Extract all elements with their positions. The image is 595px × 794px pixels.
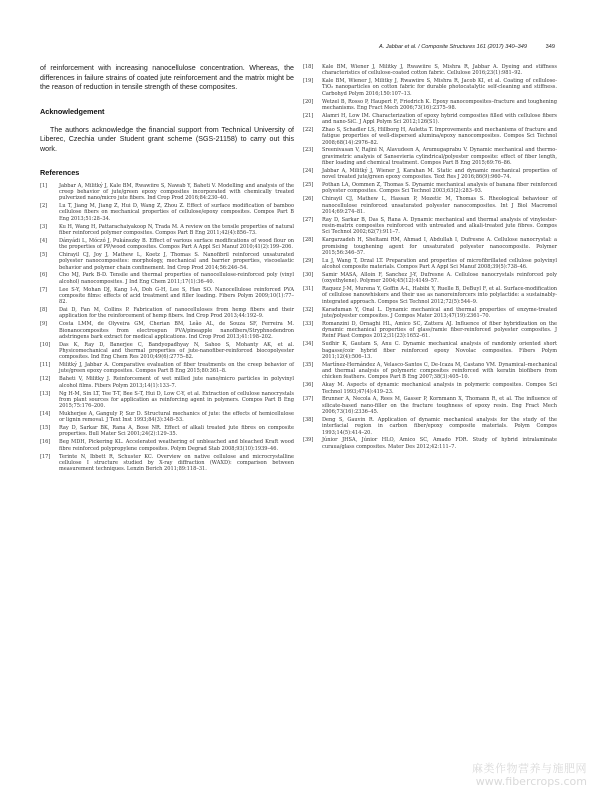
reference-item [303, 147, 557, 166]
reference-number: [6] [40, 272, 48, 279]
reference-number: [11] [40, 362, 51, 369]
reference-item [303, 362, 557, 381]
reference-item [40, 321, 294, 340]
reference-number: [30] [303, 271, 314, 278]
reference-number: [28] [303, 237, 314, 244]
reference-item [303, 78, 557, 97]
reference-item [303, 237, 557, 256]
reference-number: [7] [40, 286, 48, 293]
reference-text: Kale BM, Wiener J, Militky J, Rwawiire S, Mishra R, Jabbar A. Dyeing and stiffness characteristics of cellulose-coated cotton fabric. Cellulose 2016;23(1):981–92. [322, 64, 557, 77]
reference-text: Dai D, Fan M, Collins P. Fabrication of nanocelluloses from hemp fibers and their application for the reinforcement of hemp fibers. Ind Crop Prod 2013;44:192–9. [59, 307, 294, 320]
reference-text: Akay M. Aspects of dynamic mechanical analysis in polymeric composites. Compos Sci Technol 1993;47(4):419–23. [322, 382, 557, 395]
reference-text: Terinte N, Ibbett R, Schuster KC. Overview on native cellulose and microcrystalline cellulose I structure studied by X-ray diffraction (WAXD): comparison between measurement techniques. Lenzin Berich 2011;89:118–31. [59, 453, 294, 473]
reference-item [40, 425, 294, 438]
reference-item [303, 64, 557, 77]
reference-text: Baheti V, Militky J. Reinforcement of wet milled jute nano/micro particles in polyvinyl alcohol films. Fibers Polym 2013;14(1):133–7. [59, 376, 294, 389]
reference-item [40, 342, 294, 361]
reference-text: Lee S-Y, Mohan DJ, Kang I-A, Doh G-H, Lee S, Han SO. Nanocellulose reinforced PVA composite films: effects of acid treatment and filler loading. Fibers Polym 2009;10(1):77–82. [59, 286, 294, 306]
reference-item [303, 307, 557, 320]
reference-text: Raquez J-M, Murena Y, Goffin A-L, Habibi Y, Ruelle B, DeBuyl F, et al. Surface-modification of cellulose nanowhiskers and their use as nanoreinforcers into polylactide: a sustainably-integrated approach. Compos Sci Technol 2012;72(5):544–9. [322, 286, 557, 305]
running-header [40, 44, 555, 56]
reference-item [303, 182, 557, 195]
reference-number: [9] [40, 321, 48, 328]
reference-text: Ray D, Sarkar B, Das S, Rana A. Dynamic mechanical and thermal analysis of vinylester-resin-matrix composites reinforced with untreated and alkali-treated jute fibres. Compos Sci Technol 2002;62(7):911–7. [322, 216, 557, 236]
reference-text: Chirayil CJ, Mathew L, Hassan P, Mozetic M, Thomas S. Rheological behaviour of nanocellulose reinforced unsaturated polyester nanocomposites. Int J Biol Macromol 2014;69:274–81. [322, 196, 557, 215]
reference-item [40, 376, 294, 389]
page-number: 349 [545, 44, 555, 50]
reference-item [40, 411, 294, 424]
reference-number: [38] [303, 416, 314, 423]
reference-number: [16] [40, 439, 51, 446]
reference-item [40, 391, 294, 410]
reference-text: Kale BM, Wiener J, Militky J, Rwawiire S, Mishra R, Jacob KI, et al. Coating of cellulose-TiO₂ nanoparticles on cotton fabric for durable photocatalytic self-cleaning and stiffness. Carbohyd Polym 2016;150:107–13. [322, 78, 557, 97]
reference-number: [22] [303, 127, 314, 133]
reference-item [303, 286, 557, 305]
reference-item [40, 183, 294, 202]
reference-text: Sreenivasan V, Rajini N, Alavudeen A, Arumugaprabu V. Dynamic mechanical and thermo-gravimetric analysis of Sansevieria cylindrical/polyester composite: effect of fiber length, fiber loading and chemical treatment. Compos Part B Eng 2015;69:76–86. [322, 147, 557, 167]
reference-number: [4] [40, 237, 48, 244]
reference-number: [26] [303, 196, 314, 203]
reference-text: Kargarzadeh H, Sheltami RM, Ahmad I, Abdullah I, Dufresne A. Cellulose nanocrystal: a promising toughening agent for unsaturated polyester nanocomposite. Polymer 2015;56:346–57. [322, 237, 557, 256]
reference-item [40, 238, 294, 251]
reference-number: [35] [303, 361, 314, 368]
reference-number: [25] [303, 182, 314, 189]
reference-item [40, 203, 294, 222]
reference-text: Zhao S, Schadler LS, Hillborg H, Auletta T. Improvements and mechanisms of fracture and fatigue properties of well-dispersed alumina/epoxy nanocomposites. Compos Sci Technol 2008;68(14):2976–82. [322, 127, 557, 146]
reference-number: [12] [40, 376, 51, 383]
watermark-line-2: www.fibercrops.com [475, 775, 587, 788]
reference-text: Martínez-Hernández A, Velasco-Santos C, De-Icaza M, Castano VM. Dynamical–mechanical and thermal analysis of polymeric composites reinforced with keratin biofibers from chicken feathers. Compos Part B Eng 2007;38(3):405–10. [322, 361, 557, 381]
reference-number: [3] [40, 223, 48, 230]
left-column [40, 64, 294, 474]
reference-number: [36] [303, 382, 314, 389]
reference-number: [39] [303, 437, 314, 444]
journal-citation: A. Jabbar et al. / Composite Structures 161 (2017) 340–349 [378, 44, 527, 50]
reference-text: Ng H-M, Sin LT, Tee T-T, Bee S-T, Hui D, Low C-Y, et al. Extraction of cellulose nanocrystals from plant sources for application as reinforcing agent in polymers. Compos Part B Eng 2015;75:176–200. [59, 390, 294, 410]
reference-item [303, 196, 557, 215]
reference-item [303, 258, 557, 271]
reference-number: [10] [40, 341, 51, 348]
reference-list-right [303, 64, 557, 450]
reference-text: Ku H, Wang H, Pattarachaiyakoop N, Trada M. A review on the tensile properties of natural fiber reinforced polymer composites. Compos Part B Eng 2011;42(4):856–73. [59, 223, 294, 236]
reference-number: [8] [40, 307, 48, 314]
reference-text: Deng S, Gauvin R. Application of dynamic mechanical analysis for the study of the interfacial region in carbon fiber/epoxy composite materials. Polym Compos 1993;14(5):414–20. [322, 416, 557, 436]
reference-item [303, 217, 557, 236]
reference-list-left [40, 183, 294, 473]
reference-number: [32] [303, 306, 314, 313]
reference-number: [27] [303, 216, 314, 223]
reference-text: Jabbar A, Militký J, Kale BM, Rwawiire S, Nawab Y, Baheti V. Modelling and analysis of the creep behavior of jute/green epoxy composites incorporated with chemically treated pulverized nano/micro jute fibers. Ind Crop Prod 2016;84:230–40. [59, 182, 294, 202]
reference-text: Alamri H, Low IM. Characterization of epoxy hybrid composites filled with cellulose fibers and nano-SiC. J Appl Polym Sci 2012;126(S1). [322, 112, 557, 126]
reference-item [303, 99, 557, 112]
reference-number: [15] [40, 425, 51, 432]
reference-item [303, 341, 557, 360]
right-column [303, 64, 557, 452]
reference-number: [18] [303, 64, 314, 70]
acknowledgement-heading: Acknowledgement [40, 106, 105, 116]
reference-item [40, 362, 294, 375]
reference-text: Sudhir K, Gautam S, Anu C. Dynamic mechanical analysis of randomly oriented short bagasse/coir hybrid fiber reinforced epoxy Novolac composites. Fibers Polym 2011;12(4):506–13. [322, 341, 557, 360]
reference-number: [21] [303, 112, 314, 119]
reference-text: Dányádi L, Móczó J, Pukánszky B. Effect of various surface modifications of wood flour on the properties of PP/wood composites. Compos Part A Appl Sci Manuf 2010;41(2):199–206. [59, 237, 294, 251]
reference-number: [33] [303, 320, 314, 327]
reference-text: Brunner A, Necola A, Rees M, Gasser P, Kornmann X, Thomann R, et al. The influence of silicate-based nano-filler on the fracture toughness of epoxy resin. Eng Fract Mech 2006;73(16):2336–45. [322, 396, 557, 416]
reference-item [40, 224, 294, 237]
acknowledgement-text: The authors acknowledge the financial support from Technical University of Liberec, Czechia under Student grant scheme (SGS-21158) to carry out this work. [40, 125, 294, 153]
reference-text: Ray D, Sarkar BK, Rana A, Bose NR. Effect of alkali treated jute fibres on composite properties. Bull Mater Sci 2001;24(2):129–35. [59, 425, 294, 438]
reference-item [303, 272, 557, 285]
reference-text: Karaduman Y, Onal L. Dynamic mechanical and thermal properties of enzyme-treated jute/polyester composites. J Compos Mater 2013;47(19):2361–70. [322, 306, 557, 319]
reference-text: Wetzel B, Rosso P, Haupert F, Friedrich K. Epoxy nanocomposites–fracture and toughening mechanisms. Eng Fract Mech 2006;73(16):2375–98. [322, 98, 557, 111]
reference-number: [2] [40, 203, 48, 210]
watermark [472, 762, 587, 788]
reference-number: [1] [40, 182, 48, 189]
reference-number: [14] [40, 410, 51, 417]
reference-text: Romanzini D, Ornaghi HL, Amico SC, Zattera AJ. Influence of fiber hybridization on the dynamic mechanical properties of glass/ramie fiber-reinforced polyester composites. J Reinf Plast Compos 2012;31(23):1652–61. [322, 320, 557, 340]
reference-item [303, 437, 557, 450]
reference-text: Costa LMM, de Olyveira GM, Cherian BM, Leão AL, de Souza SF, Ferreira M. Bionanocomposites from electrospun PVA/pineapple nanofibers/Stryphnodendron adstringens bark extract for medical applications. Ind Crop Prod 2013;41:198–202. [59, 321, 294, 340]
reference-text: Lu J, Wang T, Drzal LT. Preparation and properties of microfibrillated cellulose polyvinyl alcohol composite materials. Compos Part A Appl Sci Manuf 2008;39(5):738–46. [322, 257, 557, 271]
reference-text: Militký J, Jabbar A. Comparative evaluation of fiber treatments on the creep behavior of jute/green epoxy composites. Compos Part B Eng 2015;80:361–8. [59, 362, 294, 375]
reference-number: [24] [303, 167, 314, 174]
reference-number: [5] [40, 251, 48, 258]
reference-item [40, 272, 294, 285]
reference-item [40, 454, 294, 473]
reference-number: [23] [303, 147, 314, 154]
reference-text: Pothan LA, Oommen Z, Thomas S. Dynamic mechanical analysis of banana fiber reinforced polyester composites. Compos Sci Technol 2003;63(2):283–93. [322, 182, 557, 195]
reference-number: [37] [303, 396, 314, 403]
reference-item [303, 168, 557, 181]
reference-number: [31] [303, 286, 314, 293]
reference-text: Lu T, Jiang M, Jiang Z, Hui D, Wang Z, Zhou Z. Effect of surface modification of bamboo cellulose fibers on mechanical properties of cellulose/epoxy composites. Compos Part B Eng 2013;51:28–34. [59, 203, 294, 222]
references-heading: References [40, 167, 80, 177]
reference-item [303, 396, 557, 415]
reference-item [303, 321, 557, 340]
reference-text: Das K, Ray D, Banerjee C, Bandyopadhyay N, Sahoo S, Mohanty AK, et al. Physicomechanical and thermal properties of jute-nanofiber-reinforced biocopolyester composites. Ind Eng Chem Res 2010;49(6):2775–82. [59, 341, 294, 361]
reference-number: [13] [40, 390, 51, 397]
reference-item [303, 417, 557, 436]
reference-item [303, 382, 557, 395]
reference-item [303, 127, 557, 146]
watermark-line-1: 麻类作物营养与施肥网 [472, 762, 587, 775]
reference-text: Jabbar A, Militký J, Wiener J, Karahan M. Static and dynamic mechanical properties of novel treated jute/green epoxy composites. Text Res J 2016;86(9):960–74. [322, 167, 557, 181]
reference-number: [20] [303, 98, 314, 105]
reference-item [40, 439, 294, 452]
reference-text: Chirayil CJ, Joy J, Mathew L, Koetz J, Thomas S. Nanofibril reinforced unsaturated polyester nanocomposites: morphology, mechanical and barrier properties, viscoelastic behavior and polymer chain confinement. Ind Crop Prod 2014;56:246–54. [59, 251, 294, 271]
reference-number: [29] [303, 257, 314, 264]
reference-item [303, 113, 557, 126]
reference-item [40, 307, 294, 320]
reference-item [40, 252, 294, 271]
reference-text: Cho MJ, Park B-D. Tensile and thermal properties of nanocellulose-reinforced poly (vinyl alcohol) nanocomposites. J Ind Eng Chem 2011;17(1):36–40. [59, 272, 294, 285]
body-paragraph: of reinforcement with increasing nanocellulose concentration. Whereas, the differences in failure strains of coated jute reinforcement and the matrix might be the reason of reduction in tensile strength of these composites. [40, 64, 294, 92]
reference-text: Mukherjee A, Ganguly P, Sur D. Structural mechanics of jute: the effects of hemicellulose or lignin removal. J Text Inst 1993;84(3):348–53. [59, 410, 294, 424]
reference-number: [19] [303, 78, 314, 85]
reference-text: Samir MASA, Alloin F, Sanchez J-Y, Dufresne A. Cellulose nanocrystals reinforced poly (oxyethylene). Polymer 2004;45(12):4149–57. [322, 271, 557, 285]
reference-number: [17] [40, 453, 51, 460]
reference-text: Júnior JHSA, Júnior HLO, Amico SC, Amado FDR. Study of hybrid intralaminate curaua/glass composites. Mater Des 2012;42:111–7. [322, 437, 557, 450]
reference-text: Beg MDH, Pickering KL. Accelerated weathering of unbleached and bleached Kraft wood fibre reinforced polypropylene composites. Polym Degrad Stab 2008;93(10):1939–46. [59, 439, 294, 452]
reference-item [40, 287, 294, 306]
reference-number: [34] [303, 341, 314, 348]
